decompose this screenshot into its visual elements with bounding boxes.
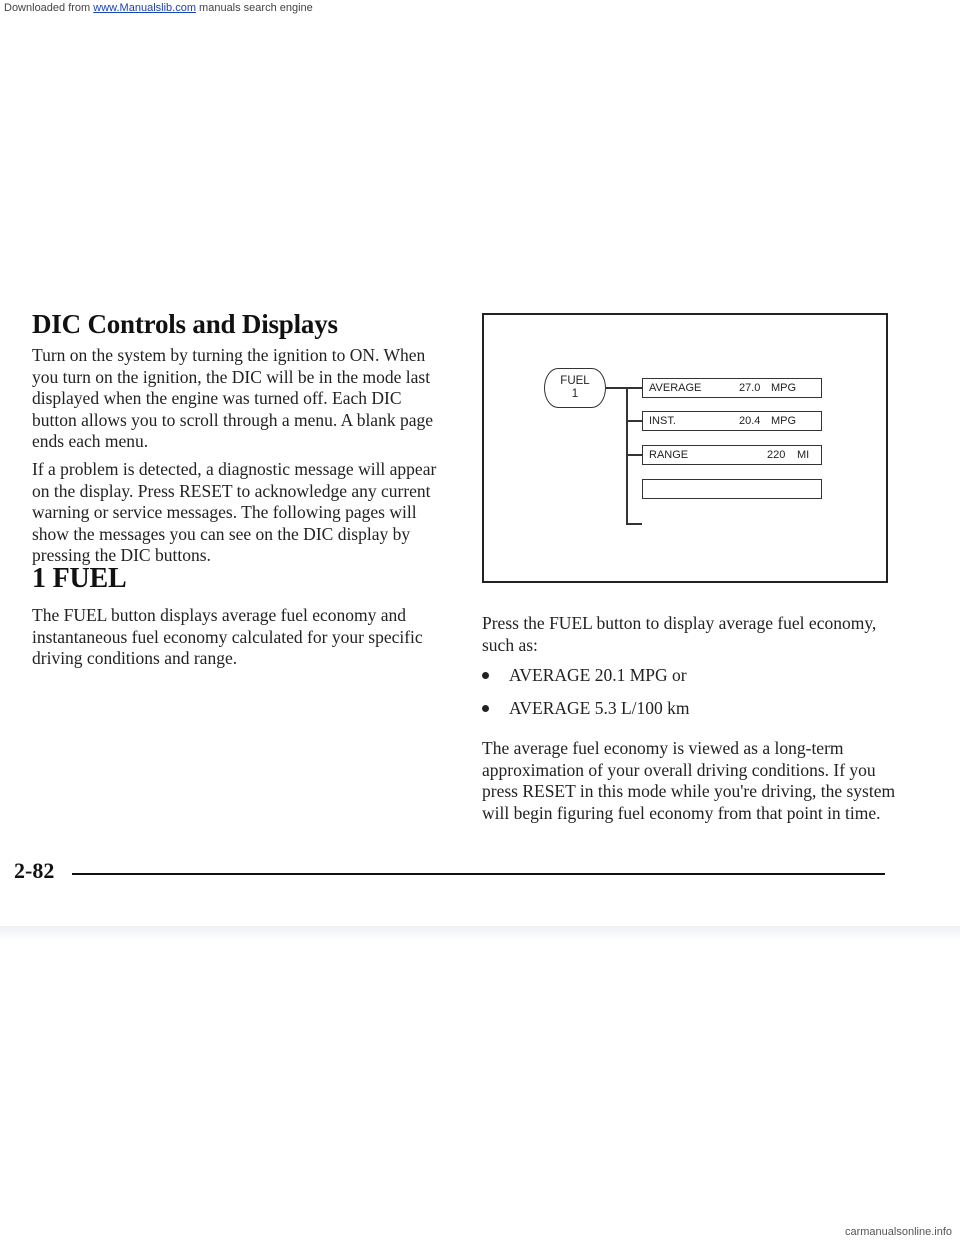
display-row-unit: MPG xyxy=(771,415,797,427)
dic-fuel-menu-diagram xyxy=(482,313,888,583)
connector-line xyxy=(626,420,642,422)
bullet-dot xyxy=(482,672,489,679)
display-row-value: 20.4 xyxy=(739,415,761,427)
manualslib-link[interactable]: www.Manualslib.com xyxy=(93,2,196,14)
fuel-button-illustration xyxy=(544,368,606,408)
fuel-button-number: 1 xyxy=(571,388,579,400)
display-row-label: RANGE xyxy=(649,449,689,461)
display-row-blank xyxy=(642,479,822,499)
average-economy-paragraph: The average fuel economy is viewed as a long-term approximation of your overall driving conditions. If you press RESET in this mode while you're driving, the system will begin figuring fuel economy from that point in time. xyxy=(482,738,896,823)
bullet-text: AVERAGE 20.1 MPG or xyxy=(509,665,687,685)
intro-paragraph: Turn on the system by turning the ignition to ON. When you turn on the ignition, the DIC will be in the mode last displayed when the engine was turned off. Each DIC button allows you to scroll through a menu. A blank page ends each menu. xyxy=(32,345,433,451)
display-row-label: AVERAGE xyxy=(649,382,702,394)
download-prefix: Downloaded from xyxy=(4,2,91,14)
download-source-note xyxy=(4,2,313,14)
diagnostic-paragraph: If a problem is detected, a diagnostic message will appear on the display. Press RESET to acknowledge any current warning or service messages. The following pages will show the messages you can see on the DIC display by pressing the DIC buttons. xyxy=(32,459,437,565)
display-row-unit: MPG xyxy=(771,382,797,394)
bullet-text: AVERAGE 5.3 L/100 km xyxy=(509,698,690,718)
fuel-subheading: 1 FUEL xyxy=(32,563,127,594)
watermark-text: carmanualsonline.info xyxy=(844,1226,952,1238)
page-number: 2-82 xyxy=(14,858,55,883)
display-row-inst xyxy=(642,411,822,431)
display-row-range xyxy=(642,445,822,465)
connector-line xyxy=(626,454,642,456)
display-row-average xyxy=(642,378,822,398)
display-row-value: 220 xyxy=(767,449,786,461)
section-heading: DIC Controls and Displays xyxy=(32,309,338,339)
display-row-label: INST. xyxy=(649,415,676,427)
display-row-unit: MI xyxy=(797,449,810,461)
connector-line xyxy=(606,387,642,389)
fuel-button-label: FUEL xyxy=(560,375,590,387)
download-suffix: manuals search engine xyxy=(199,2,313,14)
connector-trunk xyxy=(626,387,628,524)
scan-edge-shading xyxy=(0,926,960,940)
footer-rule xyxy=(72,873,885,875)
bullet-dot xyxy=(482,705,489,712)
connector-line xyxy=(626,523,642,525)
display-row-value: 27.0 xyxy=(739,382,761,394)
fuel-description-paragraph: The FUEL button displays average fuel economy and instantaneous fuel economy calculated for your specific driving conditions and range. xyxy=(32,605,423,668)
press-fuel-paragraph: Press the FUEL button to display average fuel economy, such as: xyxy=(482,613,877,655)
